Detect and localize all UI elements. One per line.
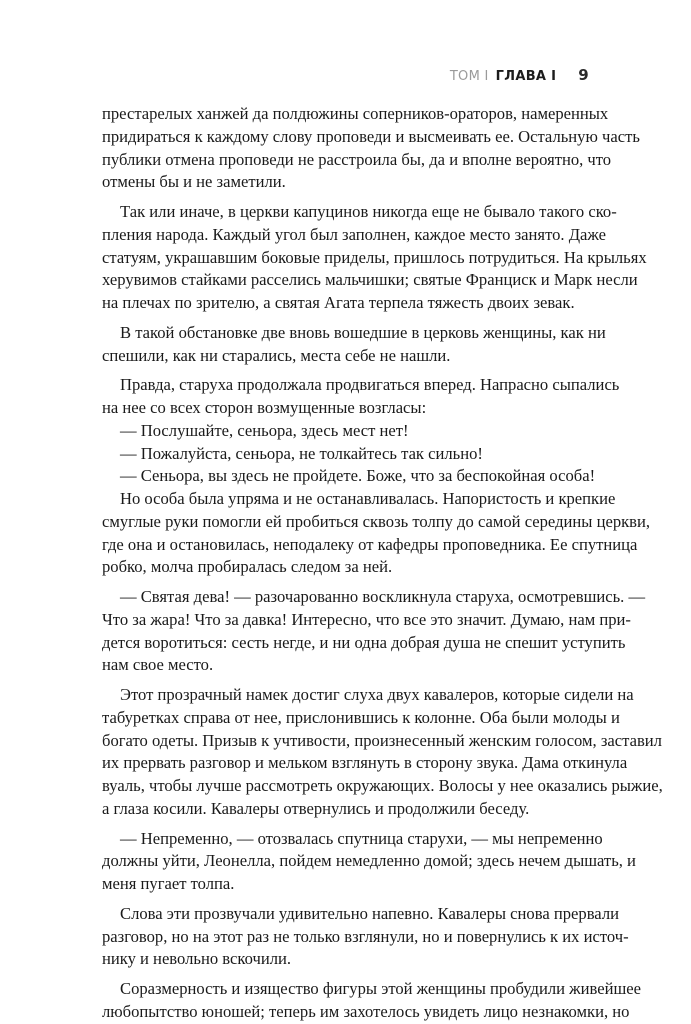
text-line: на плечах по зрителю, а святая Агата терпела тяжесть двоих зевак. [102,293,575,312]
text-line: Но особа была упряма и не останавливалась. Напористость и крепкие [120,489,616,508]
text-line: а глаза косили. Кавалеры отвернулись и продолжили беседу. [102,798,530,818]
text-line: В такой обстановке две вновь вошедшие в церковь женщины, как ни [120,322,606,342]
body-text [102,103,663,1024]
text-line: на нее со всех сторон возмущенные возгласы: [102,398,427,417]
text-line: престарелых ханжей да полдюжины соперников-ораторов, намеренных [102,104,609,123]
text-line: их прервать разговор и мельком взглянуть в сторону звука. Дама откинула [102,753,628,773]
text-line: дется воротиться: сесть негде, и ни одна добрая душа не спешит уступить [102,632,626,652]
text-line: Что за жара! Что за давка! Интересно, что все это значит. Думаю, нам при- [102,609,631,629]
text-line: Этот прозрачный намек достиг слуха двух кавалеров, которые сидели на [120,685,634,704]
text-line: разговор, но на этот раз не только взглянули, но и повернулись к их источ- [102,926,629,946]
text-line: смуглые руки помогли ей пробиться сквозь толпу до самой середины церкви, [102,511,651,531]
text-line: вуаль, чтобы лучше рассмотреть окружающих. Волосы у нее оказались рыжие, [102,776,663,795]
text-line: любопытство юношей; теперь им захотелось увидеть лицо незнакомки, но [102,1001,630,1021]
text-line: придираться к каждому слову проповеди и высмеивать ее. Остальную часть [102,126,640,146]
text-line: публики отмена проповеди не расстроила бы, да и вполне вероятно, что [102,149,612,169]
page-number: 9 [578,66,589,84]
text-line: богато одеты. Призыв к учтивости, произнесенный женским голосом, заставил [102,730,662,750]
text-line: должны уйти, Леонелла, пойдем немедленно домой; здесь нечем дышать, и [102,851,636,871]
text-line: робко, молча пробиралась следом за ней. [102,557,393,577]
dialogue-line: — Пожалуйста, сеньора, не толкайтесь так сильно! [120,443,483,463]
dialogue-line: — Послушайте, сеньора, здесь мест нет! [120,420,409,440]
running-head [450,66,589,84]
text-line: где она и остановилась, неподалеку от кафедры проповедника. Ее спутница [102,534,638,554]
text-line: Так или иначе, в церкви капуцинов никогда еще не бывало такого ско- [120,202,617,221]
text-line: херувимов стайками расселись мальчишки; святые Франциск и Марк несли [102,270,638,290]
chapter-label: ГЛАВА I [495,69,557,84]
text-line: Правда, старуха продолжала продвигаться вперед. Напрасно сыпались [120,375,620,395]
text-line: нам свое место. [102,655,214,675]
volume-label: ТОМ I [449,69,489,84]
text-line: статуям, украшавшим боковые приделы, пришлось потрудиться. На крыльях [102,247,647,267]
text-line: табуретках справа от нее, прислонившись к колонне. Оба были молоды и [102,707,620,727]
text-line: Слова эти прозвучали удивительно напевно. Кавалеры снова прервали [120,903,619,923]
text-line: Соразмерность и изящество фигуры этой женщины пробудили живейшее [120,979,642,998]
text-line: нику и невольно вскочили. [102,949,292,969]
text-line: отмены бы и не заметили. [102,172,286,192]
text-line: меня пугает толпа. [102,874,235,893]
text-line: — Непременно, — отозвалась спутница старухи, — мы непременно [120,828,603,848]
dialogue-line: — Сеньора, вы здесь не пройдете. Боже, что за беспокойная особа! [120,466,596,486]
text-line: — Святая дева! — разочарованно воскликнула старуха, осмотревшись. — [120,587,646,606]
text-line: спешили, как ни старались, места себе не нашли. [102,345,451,365]
text-line: пления народа. Каждый угол был заполнен, каждое место занято. Даже [102,224,606,244]
